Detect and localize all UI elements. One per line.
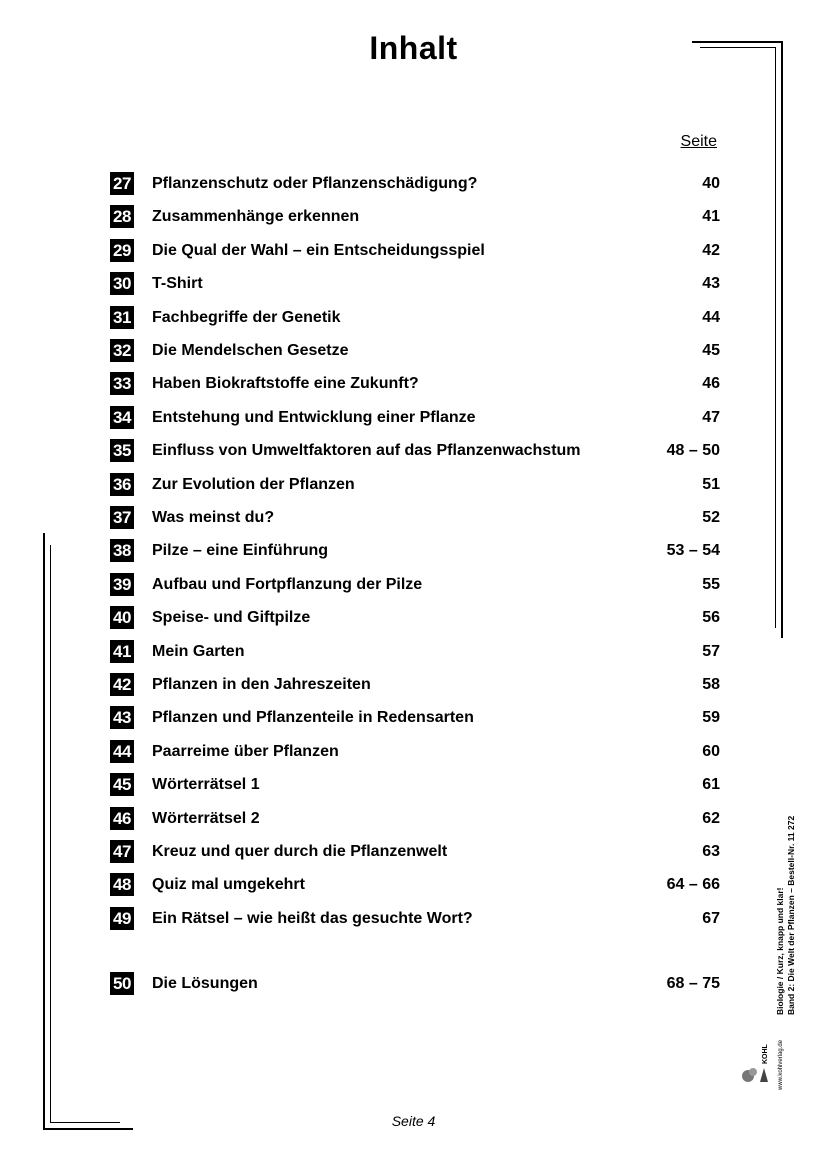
toc-entry-number: 36	[110, 473, 134, 496]
toc-entry-number: 50	[110, 972, 134, 995]
toc-entry-number: 46	[110, 807, 134, 830]
toc-entry-page: 63	[702, 843, 720, 860]
toc-entry-page: 51	[702, 476, 720, 493]
frame-line-bottom-left-v2	[50, 545, 51, 1123]
toc-entry-number: 31	[110, 306, 134, 329]
side-book-series: Biologie / Kurz, knapp und klar!	[775, 887, 785, 1015]
toc-entry-number: 30	[110, 272, 134, 295]
toc-entry-title: Aufbau und Fortpflanzung der Pilze	[152, 576, 423, 593]
toc-entry	[110, 172, 720, 196]
toc-entry	[110, 706, 720, 730]
toc-entry-page: 56	[702, 609, 720, 626]
toc-entry	[110, 907, 720, 931]
toc-entry-title: Paarreime über Pflanzen	[152, 743, 339, 760]
frame-line-top-right-h2	[700, 47, 775, 48]
toc-entry-title: Entstehung und Entwicklung einer Pflanze	[152, 409, 476, 426]
toc-entry-title: Pilze – eine Einführung	[152, 542, 329, 559]
toc-entry-number: 29	[110, 239, 134, 262]
toc-entry-page: 61	[702, 776, 720, 793]
toc-entry-page: 55	[702, 576, 720, 593]
toc-entry-title: T-Shirt	[152, 275, 203, 292]
toc-entry	[110, 840, 720, 864]
toc-entry-number: 48	[110, 873, 134, 896]
toc-entry-page: 59	[702, 709, 720, 726]
toc-entry	[110, 573, 720, 597]
toc-entry-title: Haben Biokraftstoffe eine Zukunft?	[152, 375, 419, 392]
toc-entry-number: 43	[110, 706, 134, 729]
toc-entry-page: 43	[702, 275, 720, 292]
toc-entry	[110, 339, 720, 363]
toc-entry	[110, 773, 720, 797]
toc-entry-title: Zur Evolution der Pflanzen	[152, 476, 355, 493]
side-book-band: Band 2: Die Welt der Pflanzen – Bestell-Nr. 11 272	[786, 815, 796, 1015]
toc-entry	[110, 306, 720, 330]
toc-entry-title: Speise- und Giftpilze	[152, 609, 311, 626]
toc-entry-number: 45	[110, 773, 134, 796]
toc-entry	[110, 606, 720, 630]
toc-entry-page: 64 – 66	[666, 876, 720, 893]
toc-entry-page: 60	[702, 743, 720, 760]
toc-entry-page: 40	[702, 175, 720, 192]
toc-entry	[110, 673, 720, 697]
frame-line-top-right-h1	[692, 41, 782, 43]
toc-entry-title: Pflanzen und Pflanzenteile in Redensarten	[152, 709, 474, 726]
toc-entry-page: 52	[702, 509, 720, 526]
toc-entry-page: 45	[702, 342, 720, 359]
toc-entry-number: 35	[110, 439, 134, 462]
toc-entry-title: Einfluss von Umweltfaktoren auf das Pflanzenwachstum	[152, 442, 581, 459]
toc-entry	[110, 406, 720, 430]
toc-entry	[110, 272, 720, 296]
toc-entry-number: 28	[110, 205, 134, 228]
publisher-website: www.kohlverlag.de	[778, 1039, 784, 1090]
toc-entry-page: 44	[702, 309, 720, 326]
toc-entry-title: Pflanzen in den Jahreszeiten	[152, 676, 371, 693]
toc-entry	[110, 873, 720, 897]
toc-entry-title: Zusammenhänge erkennen	[152, 208, 360, 225]
toc-entry	[110, 972, 720, 996]
toc-entry-number: 42	[110, 673, 134, 696]
toc-entry-page: 42	[702, 242, 720, 259]
toc-entry	[110, 205, 720, 229]
frame-line-top-right-v1	[781, 41, 783, 638]
toc-entry-page: 48 – 50	[666, 442, 720, 459]
toc-entry	[110, 740, 720, 764]
toc-entry-number: 44	[110, 740, 134, 763]
toc-entry-number: 41	[110, 640, 134, 663]
toc-entry-title: Wörterrätsel 2	[152, 810, 260, 827]
toc-entry	[110, 372, 720, 396]
toc-entry-number: 39	[110, 573, 134, 596]
toc-entry-title: Die Qual der Wahl – ein Entscheidungsspiel	[152, 242, 485, 259]
page-column-header: Seite	[680, 133, 717, 150]
toc-entry	[110, 506, 720, 530]
toc-entry-number: 38	[110, 539, 134, 562]
toc-entry-page: 57	[702, 643, 720, 660]
toc-entry-title: Fachbegriffe der Genetik	[152, 309, 341, 326]
page-footer: Seite 4	[391, 1113, 436, 1129]
toc-entry-title: Mein Garten	[152, 643, 245, 660]
toc-entry	[110, 807, 720, 831]
toc-entry-number: 49	[110, 907, 134, 930]
toc-entry	[110, 473, 720, 497]
toc-entry-page: 53 – 54	[666, 542, 720, 559]
toc-entry-title: Was meinst du?	[152, 509, 275, 526]
publisher-logo	[740, 1020, 788, 1090]
toc-entry-number: 37	[110, 506, 134, 529]
frame-line-bottom-left-v1	[43, 533, 45, 1130]
toc-entry-title: Quiz mal umgekehrt	[152, 876, 305, 893]
toc-entry	[110, 439, 720, 463]
toc-entry	[110, 239, 720, 263]
toc-entry-page: 58	[702, 676, 720, 693]
frame-line-top-right-v2	[775, 47, 776, 628]
toc-entry-title: Pflanzenschutz oder Pflanzenschädigung?	[152, 175, 478, 192]
toc-entry-number: 32	[110, 339, 134, 362]
toc-entry-title: Ein Rätsel – wie heißt das gesuchte Wort?	[152, 910, 473, 927]
toc-entry-number: 33	[110, 372, 134, 395]
toc-entry	[110, 539, 720, 563]
toc-entry-page: 46	[702, 375, 720, 392]
toc-entry-title: Kreuz und quer durch die Pflanzenwelt	[152, 843, 448, 860]
toc-entry	[110, 640, 720, 664]
toc-entry-number: 40	[110, 606, 134, 629]
toc-entry-page: 68 – 75	[666, 975, 720, 992]
page-title: Inhalt	[369, 30, 458, 66]
toc-entry-number: 34	[110, 406, 134, 429]
publisher-name: KOHL	[762, 1044, 769, 1064]
toc-entry-title: Die Mendelschen Gesetze	[152, 342, 349, 359]
side-book-info	[775, 816, 797, 1015]
toc-entry-page: 41	[702, 208, 720, 225]
toc-entry-title: Die Lösungen	[152, 975, 258, 992]
toc-entry-page: 67	[702, 910, 720, 927]
toc-entry-page: 47	[702, 409, 720, 426]
toc-entry-number: 27	[110, 172, 134, 195]
toc-entry-number: 47	[110, 840, 134, 863]
toc-entry-page: 62	[702, 810, 720, 827]
toc-entry-title: Wörterrätsel 1	[152, 776, 260, 793]
